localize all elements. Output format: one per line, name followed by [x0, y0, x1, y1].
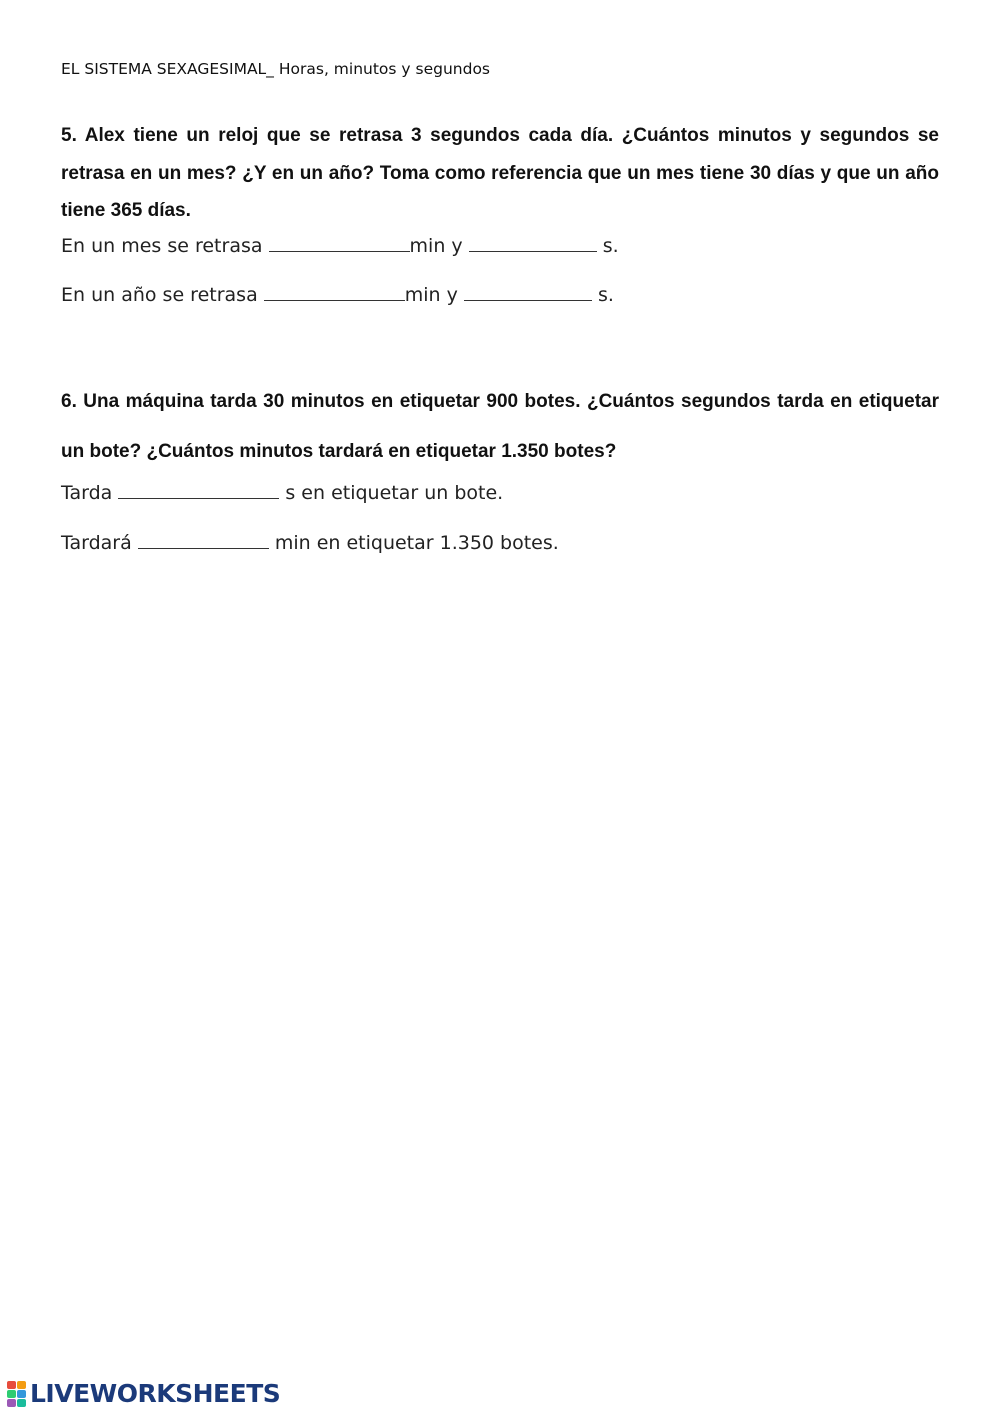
liveworksheets-logo-text: LIVEWORKSHEETS	[30, 1379, 281, 1408]
answer-year-suffix: s.	[591, 284, 614, 306]
blank-bote-seconds[interactable]	[118, 480, 279, 499]
logo-square-6	[17, 1399, 26, 1407]
answer-bote-suffix: s en etiquetar un bote.	[279, 482, 504, 504]
logo-square-5	[7, 1399, 16, 1407]
blank-botes-minutes[interactable]	[138, 530, 269, 549]
blank-year-minutes[interactable]	[264, 282, 405, 301]
blank-year-seconds[interactable]	[464, 282, 592, 301]
logo-square-1	[7, 1381, 16, 1389]
answer-line-month	[61, 233, 619, 259]
answer-year-mid: min y	[404, 284, 464, 306]
logo-square-4	[17, 1390, 26, 1398]
blank-month-minutes[interactable]	[269, 233, 410, 252]
answer-botes-prefix: Tardará	[61, 532, 138, 554]
question-5: 5. Alex tiene un reloj que se retrasa 3 segundos cada día. ¿Cuántos minutos y segundos se retrasa en un mes? ¿Y en un año? Toma como referencia que un mes tiene 30 días y que un año tiene 365 días.	[61, 125, 939, 221]
answer-line-bote	[61, 480, 503, 506]
blank-month-seconds[interactable]	[469, 233, 597, 252]
logo-square-3	[7, 1390, 16, 1398]
liveworksheets-logo	[7, 1380, 280, 1408]
answer-month-prefix: En un mes se retrasa	[61, 235, 269, 257]
answer-bote-prefix: Tarda	[61, 482, 119, 504]
answer-month-suffix: s.	[596, 235, 619, 257]
question-6: 6. Una máquina tarda 30 minutos en etiquetar 900 botes. ¿Cuántos segundos tarda en etiquetar un bote? ¿Cuántos minutos tardará en etiquetar 1.350 botes?	[61, 391, 939, 462]
liveworksheets-logo-icon	[7, 1381, 27, 1407]
answer-year-prefix: En un año se retrasa	[61, 284, 264, 306]
answer-line-year	[61, 282, 614, 308]
page-title: EL SISTEMA SEXAGESIMAL_ Horas, minutos y segundos	[61, 60, 491, 78]
answer-line-botes	[61, 530, 559, 556]
answer-botes-suffix: min en etiquetar 1.350 botes.	[268, 532, 559, 554]
logo-square-2	[17, 1381, 26, 1389]
answer-month-mid: min y	[409, 235, 469, 257]
